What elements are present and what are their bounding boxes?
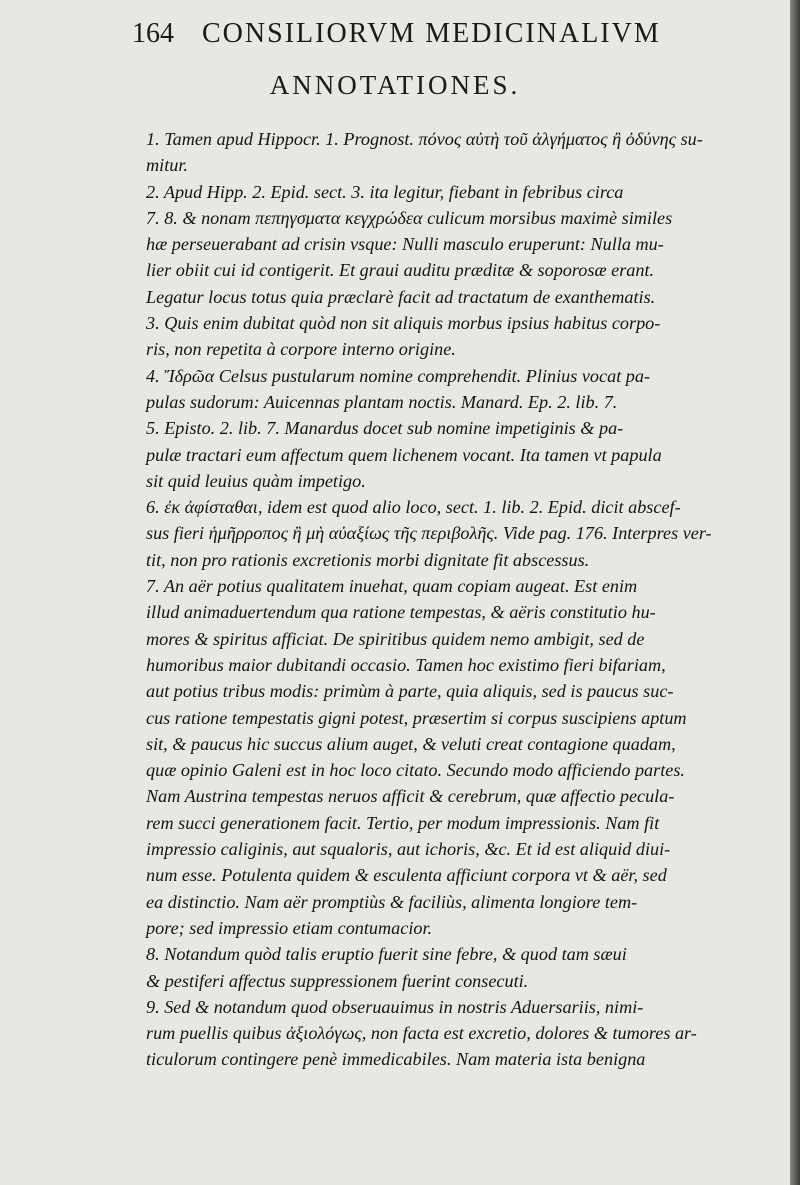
text-line: 2. Apud Hipp. 2. Epid. sect. 3. ita legitur, fiebant in febribus circa: [146, 181, 624, 202]
text-line: quæ opinio Galeni est in hoc loco citato. Secundo modo afficiendo partes.: [146, 760, 685, 781]
text-line: sus fieri ἡμῆρροπος ἢ μὴ αὐαξίως τῆς περιβολῆς. Vide pag. 176. Interpres ver-: [146, 523, 712, 544]
text-line: impressio caliginis, aut squaloris, aut ichoris, &c. Et id est aliquid diui-: [146, 839, 671, 860]
text-line: Nam Austrina tempestas neruos afficit & cerebrum, quæ affectio pecula-: [146, 786, 675, 807]
text-line: 3. Quis enim dubitat quòd non sit aliquis morbus ipsius habitus corpo-: [146, 313, 661, 334]
text-line: 9. Sed & notandum quod obseruauimus in nostris Aduersariis, nimi-: [146, 996, 644, 1017]
text-line: ea distinctio. Nam aër promptiùs & faciliùs, alimenta longiore tem-: [146, 891, 638, 912]
text-line: cus ratione tempestatis gigni potest, præsertim si corpus suscipiens aptum: [146, 707, 687, 728]
text-line: pulas sudorum: Auicennas plantam noctis. Manard. Ep. 2. lib. 7.: [146, 391, 618, 412]
text-line: Legatur locus totus quia præclarè facit ad tractatum de exanthematis.: [146, 286, 656, 307]
text-line: ticulorum contingere penè immedicabiles. Nam materia ista benigna: [146, 1049, 646, 1070]
page-header: [132, 18, 772, 56]
text-line: humoribus maior dubitandi occasio. Tamen hoc existimo fieri bifariam,: [146, 654, 666, 675]
text-line: 1. Tamen apud Hippocr. 1. Prognost. πόνος αὐτὴ τοῦ ἀλγήματος ἢ ὀδύνης su-: [146, 129, 703, 149]
text-line: & pestiferi affectus suppressionem fuerint consecuti.: [146, 970, 529, 991]
text-line: hæ perseuerabant ad crisin vsque: Nulli masculo eruperunt: Nulla mu-: [146, 234, 664, 255]
text-line: aut potius tribus modis: primùm à parte, quia aliquis, sed is paucus suc-: [146, 681, 674, 702]
text-line: 7. An aër potius qualitatem inuehat, quam copiam augeat. Est enim: [146, 576, 638, 597]
running-title: CONSILIORVM MEDICINALIVM: [202, 18, 661, 49]
text-line: mitur.: [146, 155, 188, 176]
text-line: 8. Notandum quòd talis eruptio fuerit sine febre, & quod tam sæui: [146, 944, 627, 965]
text-line: 6. ἐκ ἀφίσταθαι, idem est quod alio loco, sect. 1. lib. 2. Epid. dicit abscef-: [146, 497, 681, 518]
text-line: rum puellis quibus ἀξιολόγως, non facta est excretio, dolores & tumores ar-: [146, 1023, 697, 1044]
text-line: pore; sed impressio etiam contumacior.: [146, 917, 433, 938]
text-line: num esse. Potulenta quidem & esculenta afficiunt corpora vt & aër, sed: [146, 865, 667, 886]
text-line: rem succi generationem facit. Tertio, per modum impressionis. Nam fit: [146, 812, 660, 833]
text-line: 5. Episto. 2. lib. 7. Manardus docet sub nomine impetiginis & pa-: [146, 418, 624, 439]
text-line: ris, non repetita à corpore interno origine.: [146, 339, 456, 360]
text-line: pulæ tractari eum affectum quem lichenem vocant. Ita tamen vt papula: [146, 444, 662, 465]
text-line: tit, non pro rationis excretionis morbi dignitate fit abscessus.: [146, 549, 590, 570]
annotations-body: [146, 126, 766, 1073]
text-line: 4. Ἴδρῶα Celsus pustularum nomine comprehendit. Plinius vocat pa-: [146, 365, 651, 386]
text-line: mores & spiritus afficiat. De spiritibus quidem nemo ambigit, sed de: [146, 628, 645, 649]
section-title: ANNOTATIONES.: [269, 70, 521, 100]
text-line: sit, & paucus hic succus alium auget, & veluti creat contagione quadam,: [146, 733, 676, 754]
page-edge-shadow: [790, 0, 800, 1185]
text-line: sit quid leuius quàm impetigo.: [146, 470, 366, 491]
text-line: lier obiit cui id contigerit. Et graui auditu præditæ & soporosæ erant.: [146, 260, 655, 281]
text-line: illud animaduertendum qua ratione tempestas, & aëris constitutio hu-: [146, 602, 656, 623]
page-number: 164: [132, 18, 174, 49]
text-line: 7. 8. & nonam πεπηγσματα κεγχρώδεα culicum morsibus maximè similes: [146, 207, 673, 228]
